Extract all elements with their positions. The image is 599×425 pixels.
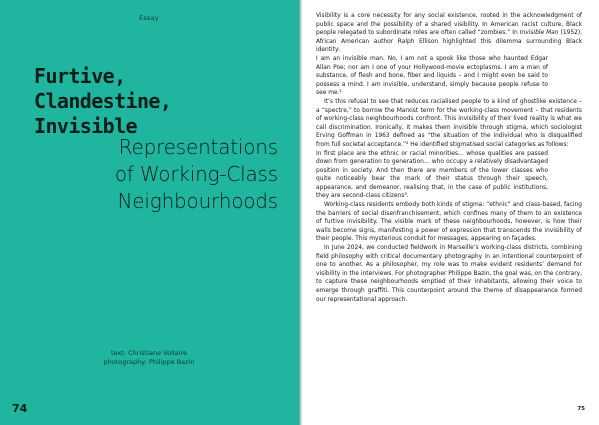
text-credit: text: Christiane Vollaire	[111, 349, 187, 357]
title-line-1: Furtive,	[34, 64, 126, 88]
body-text	[316, 12, 582, 304]
subtitle-line-3: Neighbourhoods	[117, 189, 278, 213]
block-quote-2: In first place are the ethnic or racial minorities… whose qualities are passed down from generation to generation… who occupy a relatively disadvantaged position in society. And then there are members of the lower classes who quite noticeably bear the mark of their status through their speech, appearance, and demeanor, realising that, in the case of public institutions, they are second-class citizens³.	[316, 150, 548, 200]
right-page	[302, 0, 599, 425]
page-number-right: 75	[577, 406, 585, 412]
paragraph-1	[316, 12, 582, 55]
left-page	[0, 0, 298, 425]
title-line-2: Clandestine,	[34, 89, 172, 113]
article-subtitle	[28, 134, 278, 215]
book-title-italic: Invisible Man	[519, 30, 559, 37]
page-number-left: 74	[12, 402, 28, 415]
paragraph-1-start: Visibility is a core necessity for any social existence, rooted in the acknowledgment of public space and the possibility of a shared visibility. In American racist culture, Black people relegated to subordinate roles are often called “zombies.” In	[316, 13, 582, 37]
section-label: Essay	[139, 14, 159, 22]
paragraph-2: It’s this refusal to see that reduces racialised people to a kind of ghostlike existence – a “spectre,” to borrow the Marxist term for the working-class movement – that residents of working-class neighbourhoods confront. This invisibility of their lived reality is what we call discrimination. Ironically, it makes them invisible through stigma, which sociologist Erving Goffman in 1963 defined as “the situation of the individual who is disqualified from full societal acceptance.”² He identified stigmatised social categories as follows:	[316, 98, 582, 148]
block-quote-1: I am an invisible man. No, I am not a spook like those who haunted Edgar Allan Poe; nor am I one of your Hollywood-movie ectoplasms. I am a man of substance, of flesh and bone, fiber and liquids – and I might even be said to possess a mind. I am invisible, understand, simply because people refuse to see me.¹	[316, 55, 548, 97]
paragraph-3: Working-class residents embody both kinds of stigma: “ethnic” and class-based, facing the barriers of social disenfranchisement, which confines many of them to an existence of furtive invisibility. The visible mark of these neighbourhoods, however, is how their walls become signs, manifesting a power of expression that transcends the invisibility of their people. This mysterious conduit for messages, appearing on façades.	[316, 202, 582, 243]
paragraph-4: In June 2024, we conducted fieldwork in Marseille’s working-class districts, combining field philosophy with critical documentary photography in an intentional counterpoint of one to another. As a philosopher, my role was to make evident residents’ demand for visibility in the interviews. For photographer Philippe Bazin, the goal was, on the contrary, to capture these neighbourhoods emptied of their inhabitants, allowing their voice to emerge through graffiti. This counterpoint around the theme of disappearance formed our representational approach.	[316, 245, 582, 303]
subtitle-line-2: of Working-Class	[114, 162, 278, 186]
article-title	[34, 64, 284, 139]
title-line-3: Invisible	[34, 114, 137, 138]
subtitle-line-1: Representations	[118, 135, 278, 159]
credits	[0, 349, 298, 367]
paragraph-1-end: (1952), African American author Ralph Ellison highlighted this dilemma surrounding Black identity:	[316, 30, 582, 54]
photo-credit: photography: Philippe Bazin	[103, 358, 195, 366]
